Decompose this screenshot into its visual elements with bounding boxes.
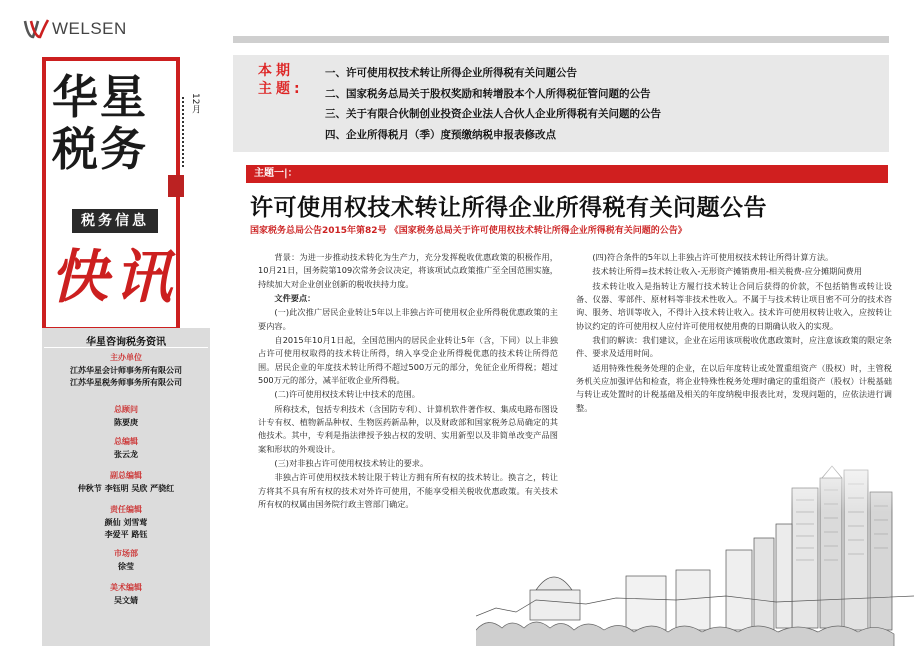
article-paragraph: (二)许可使用权技术转让中技术的范围。 [274,389,420,400]
contents-item: 一、许可使用权技术转让所得企业所得税有关问题公告 [325,67,577,79]
role-names: 吴文婧 [114,595,138,605]
role-names: 张云龙 [114,449,138,459]
role-label: 责任编辑 [110,505,142,514]
article-paragraph: 适用特殊性税务处理的企业，在以后年度转让或处置重组资产（股权）时，主管税务机关应加强评估和检查，将企业特殊性税务处理时确定的重组资产（股权）计税基础与转让或处置时的计税基础及相关的年度纳税申报表比对，发现问题的，应依法进行调整。 [576,362,892,413]
role-names: 陈要庚 [114,417,138,427]
role-label: 副总编辑 [110,471,142,480]
article-paragraph: 背景：为进一步推动技术转化为生产力，充分发挥税收优惠政策的积极作用，10月21日，国务院第109次常务会议决定，将该项试点政策推广至全国范围实施，持续加大对企业创业创新的税收扶持力度。 [258,252,558,289]
role-block [42,404,210,429]
welsen-logo-mark-icon [22,17,50,41]
role-label: 美术编辑 [110,583,142,592]
contents-item: 三、关于有限合伙制创业投资企业法人合伙人企业所得税有关问题的公告 [325,108,661,120]
article-subline: 国家税务总局公告2015年第82号 《国家税务总局关于许可使用权技术转让所得企业所得税有关问题的公告》 [250,226,687,236]
role-label: 总编辑 [114,437,138,446]
role-names: 仲秋节 李钰明 吴欣 严骁红 [77,483,175,493]
article-subheading: 文件要点： [274,292,316,303]
role-names: 徐莹 [118,561,134,571]
article-paragraph: 我们的解读：我们建议，企业在运用该项税收优惠政策时，应注意该政策的限定条件、要求及适用时间。 [576,335,892,359]
sidebar-panel [42,328,210,646]
logo-text: WELSEN [52,19,127,38]
top-divider-bar [233,36,889,43]
sidebar-title: 华星咨询税务资讯 [86,337,166,348]
masthead-title-line1: 华星 [52,70,148,124]
role-block [42,582,210,607]
article-paragraph: 非独占许可使用权技术转让限于转让方拥有所有权的技术转让。换言之，转让方将其不具有所有权的技术对外许可使用，不能享受相关税收优惠政策。有关技术所有权的权属由国务院行政主管部门确定。 [258,472,558,509]
article-column-right [576,251,892,416]
article-headline: 许可使用权技术转让所得企业所得税有关问题公告 [250,195,767,221]
section-bar [246,165,888,183]
article-paragraph: 所称技术，包括专利技术（含国防专利）、计算机软件著作权、集成电路布图设计专有权、植物新品种权、生物医药新品种，以及财政部和国家税务总局确定的其他技术。其中，专利是指法律授予独占权的发明、实用新型以及非简单改变产品图案和形状的外观设计。 [258,403,558,454]
sponsor-name: 江苏华星会计师事务所有限公司 [70,365,182,375]
contents-item: 四、企业所得税月（季）度预缴纳税申报表修改点 [325,128,556,141]
article-paragraph: 技术转让所得=技术转让收入-无形资产摊销费用-相关税费-应分摊期间费用 [592,266,862,277]
article-paragraph: (四)符合条件的5年以上非独占许可使用权技术转让所得计算方法。 [592,252,834,262]
masthead-banner: 税务信息 [72,209,158,233]
role-block [42,504,210,542]
welsen-logo [22,14,127,44]
masthead-title-line2: 税务 [52,122,148,176]
article-paragraph: 技术转让收入是指转让方履行技术转让合同后获得的价款，不包括销售或转让设备、仪器、零部件、原材料等非技术性收入。不属于与技术转让项目密不可分的技术咨询、服务、培训等收入，不得计入技术转让收入。技术许可使用权转让收入，应按转让协议约定的许可使用权人应付许可使用权使用费的日期确认收入的实现。 [576,280,892,331]
article-paragraph: 自2015年10月1日起，全国范围内的居民企业转让5年（含，下同）以上非独占许可使用权取得的技术转让所得，纳入享受企业所得税优惠的技术转让所得范围。居民企业的年度技术转让所得不超过500万元的部分，免征企业所得税；超过500万元的部分，减半征收企业所得税。 [258,335,558,385]
role-block [42,548,210,573]
issue-contents [233,55,889,152]
issue-number: 12月 [190,93,200,114]
article-column-left [258,251,558,512]
contents-label-line1: 本期 [258,63,294,79]
seal-stamp-icon [168,175,184,197]
masthead [42,57,210,331]
sponsor-label: 主办单位 [110,353,142,362]
role-names: 颜仙 刘雪莺 李爱平 路钰 [104,517,148,539]
role-block [42,470,210,495]
masthead-script: 快讯 [50,243,179,311]
masthead-title [52,71,172,175]
contents-item: 二、国家税务总局关于股权奖励和转增股本个人所得税征管问题的公告 [325,87,651,100]
sidebar-divider [44,347,208,348]
contents-list [325,66,885,148]
article-paragraph: (三)对非独占许可使用权技术转让的要求。 [274,458,429,469]
section-label: 主题一|： [254,168,298,179]
role-label: 市场部 [114,549,138,558]
role-block [42,436,210,461]
sponsor-name: 江苏华星税务师事务所有限公司 [70,378,182,387]
contents-label [258,62,304,98]
sponsor-block [42,352,210,390]
contents-label-line2: 主题: [258,81,304,97]
role-label: 总顾问 [114,405,138,414]
article-paragraph: (一)此次推广居民企业转让5年以上非独占许可使用权企业所得税优惠政策的主要内容。 [258,307,558,331]
